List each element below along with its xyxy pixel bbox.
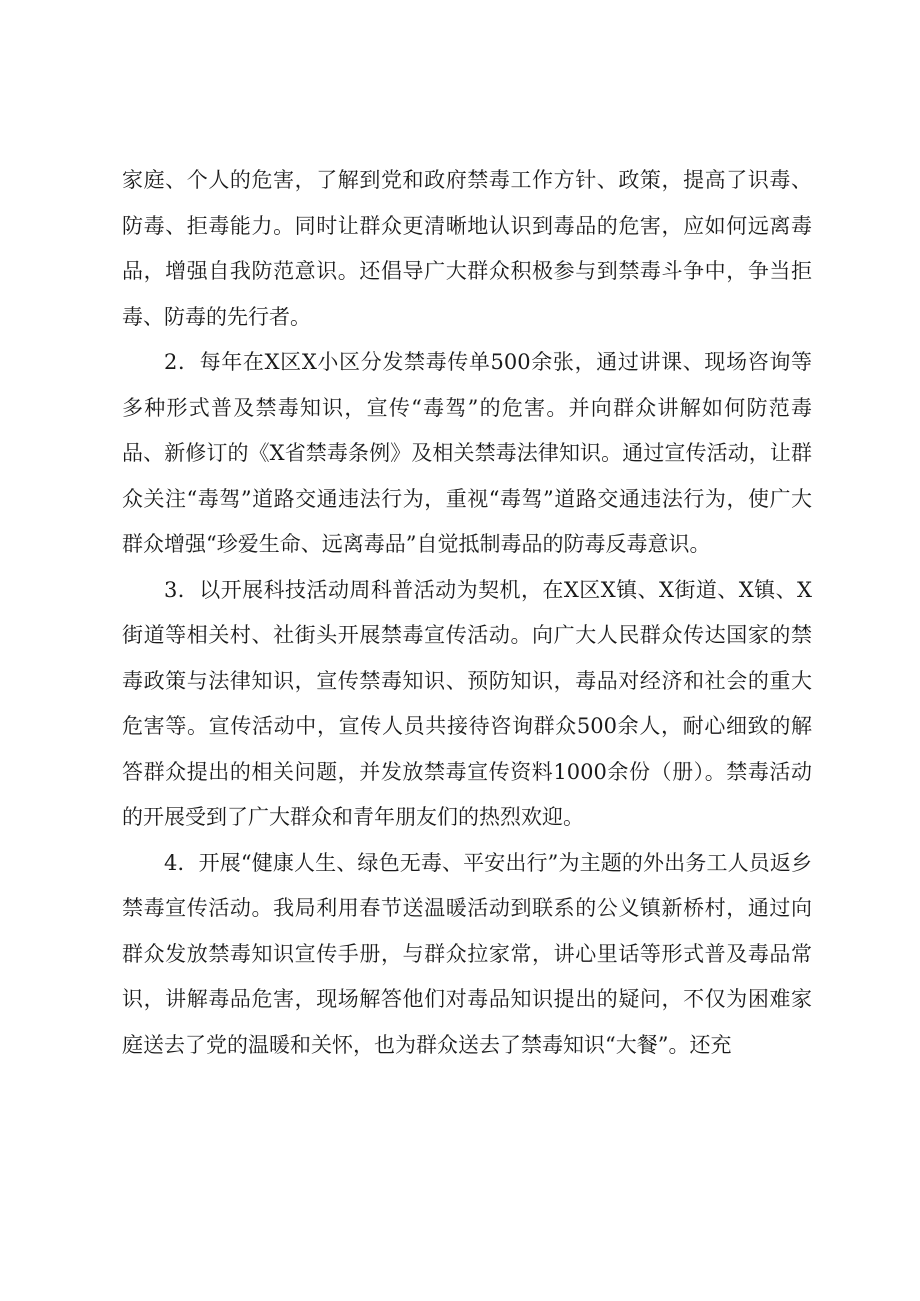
paragraph-item-2: 2．每年在X区X小区分发禁毒传单500余张，通过讲课、现场咨询等多种形式普及禁毒知识，宣传“毒驾”的危害。并向群众讲解如何防范毒品、新修订的《X省禁毒条例》及相关禁毒法律知识。通过宣传活动，让群众关注“毒驾”道路交通违法行为，重视“毒驾”道路交通违法行为，使广大群众增强“珍爱生命、远离毒品”自觉抵制毒品的防毒反毒意识。 (122, 350, 812, 556)
paragraph-item-4: 4．开展“健康人生、绿色无毒、平安出行”为主题的外出务工人员返乡禁毒宣传活动。我局利用春节送温暖活动到联系的公义镇新桥村，通过向群众发放禁毒知识宣传手册，与群众拉家常，讲心里话等形式普及毒品常识，讲解毒品危害，现场解答他们对毒品知识提出的疑问，不仅为困难家庭送去了党的温暖和关怀，也为群众送去了禁毒知识“大餐”。还充 (122, 850, 812, 1057)
paragraph-item-3: 3．以开展科技活动周科普活动为契机，在X区X镇、X街道、X镇、X街道等相关村、社街头开展禁毒宣传活动。向广大人民群众传达国家的禁毒政策与法律知识，宣传禁毒知识、预防知识，毒品对经济和社会的重大危害等。宣传活动中，宣传人员共接待咨询群众500余人，耐心细致的解答群众提出的相关问题，并发放禁毒宣传资料1000余份（册）。禁毒活动的开展受到了广大群众和青年朋友们的热烈欢迎。 (122, 577, 812, 829)
document-body (122, 158, 812, 1068)
paragraph-continuation: 家庭、个人的危害，了解到党和政府禁毒工作方针、政策，提高了识毒、防毒、拒毒能力。同时让群众更清晰地认识到毒品的危害，应如何远离毒品，增强自我防范意识。还倡导广大群众积极参与到禁毒斗争中，争当拒毒、防毒的先行者。 (122, 168, 812, 329)
